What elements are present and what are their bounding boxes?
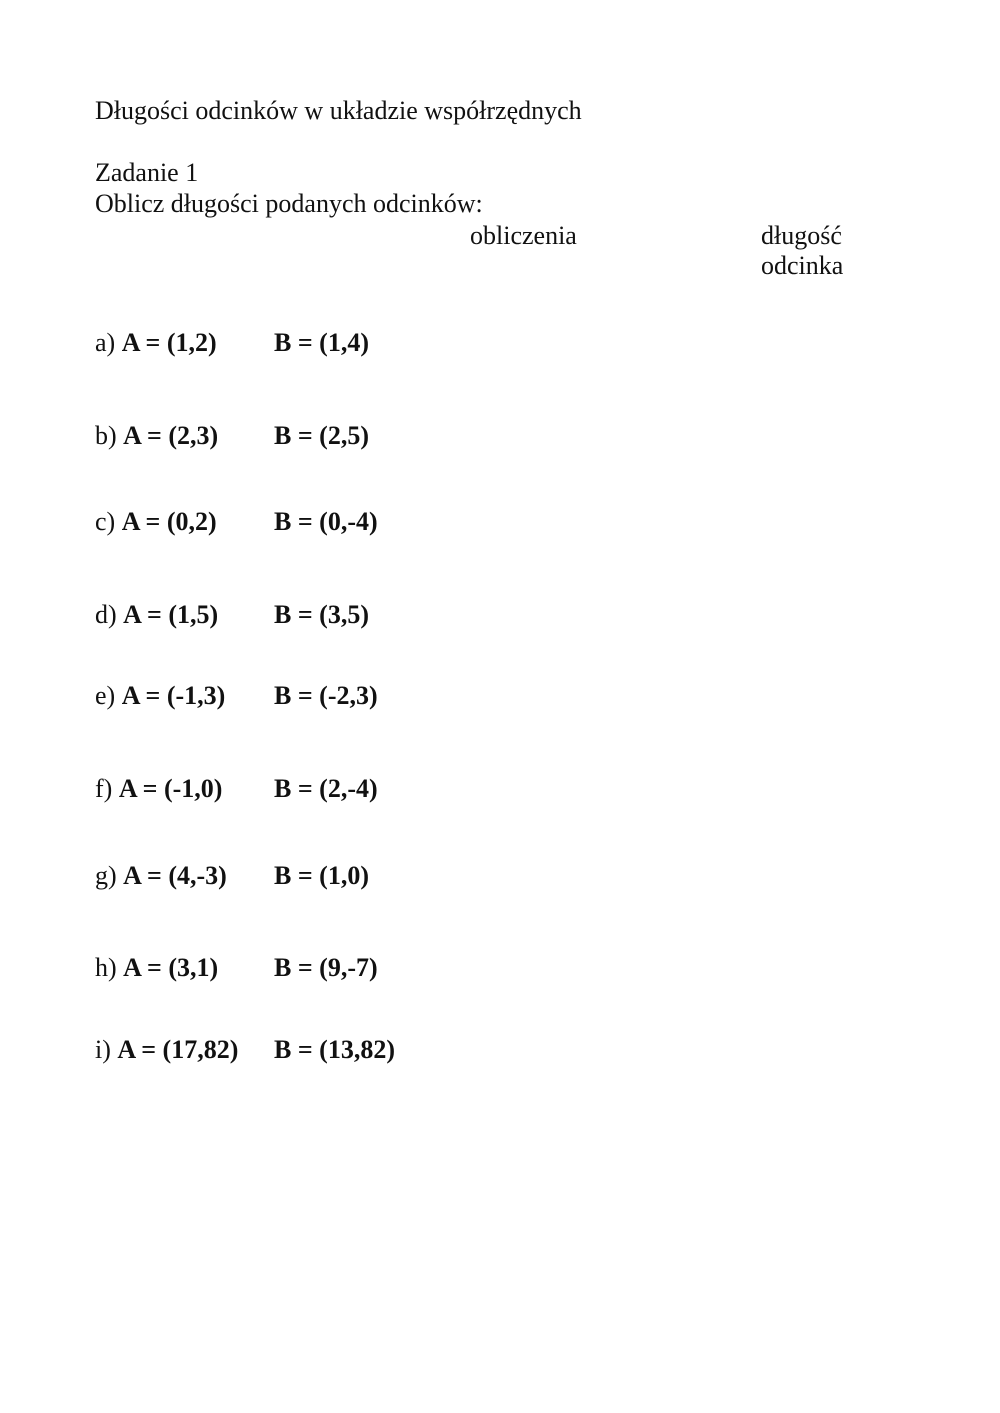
column-header-length-line1: długość bbox=[761, 221, 842, 250]
point-b: B = (0,-4) bbox=[274, 507, 378, 536]
item-label: b) bbox=[95, 421, 117, 450]
point-b: B = (13,82) bbox=[274, 1035, 395, 1064]
point-a: A = (4,-3) bbox=[123, 861, 227, 890]
item-label: f) bbox=[95, 774, 113, 803]
point-b: B = (3,5) bbox=[274, 600, 369, 629]
point-a: A = (3,1) bbox=[123, 953, 219, 982]
point-a: A = (-1,0) bbox=[118, 774, 223, 803]
item-label: h) bbox=[95, 953, 117, 982]
column-header-calculations: obliczenia bbox=[470, 221, 577, 250]
point-a: A = (0,2) bbox=[121, 507, 217, 536]
task-instruction: Oblicz długości podanych odcinków: bbox=[95, 189, 483, 218]
item-label: i) bbox=[95, 1035, 111, 1064]
item-label: d) bbox=[95, 600, 117, 629]
item-label: c) bbox=[95, 507, 116, 536]
point-a: A = (-1,3) bbox=[121, 681, 226, 710]
task-label: Zadanie 1 bbox=[95, 158, 199, 187]
point-a: A = (1,2) bbox=[121, 328, 217, 357]
point-b: B = (2,-4) bbox=[274, 774, 378, 803]
item-label: a) bbox=[95, 328, 116, 357]
page-title: Długości odcinków w układzie współrzędnych bbox=[95, 96, 582, 125]
point-b: B = (1,0) bbox=[274, 861, 369, 890]
point-b: B = (9,-7) bbox=[274, 953, 378, 982]
column-header-length-line2: odcinka bbox=[761, 251, 844, 280]
point-a: A = (17,82) bbox=[117, 1035, 239, 1064]
column-header-length bbox=[761, 221, 843, 281]
point-a: A = (2,3) bbox=[123, 421, 219, 450]
point-b: B = (2,5) bbox=[274, 421, 369, 450]
point-b: B = (1,4) bbox=[274, 328, 369, 357]
item-label: g) bbox=[95, 861, 117, 890]
item-label: e) bbox=[95, 681, 116, 710]
point-a: A = (1,5) bbox=[123, 600, 219, 629]
point-b: B = (-2,3) bbox=[274, 681, 378, 710]
